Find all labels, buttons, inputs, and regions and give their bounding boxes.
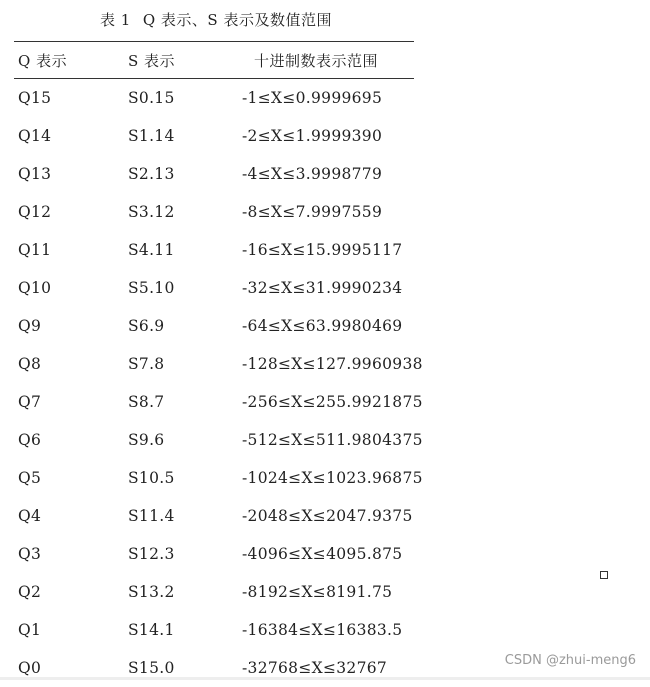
cell-q-format: Q0	[18, 659, 42, 677]
table-row	[14, 649, 414, 687]
cell-q-format: Q4	[18, 507, 42, 525]
cell-decimal-range: -16≤X≤15.9995117	[242, 241, 403, 259]
cell-decimal-range: -32≤X≤31.9990234	[242, 279, 403, 297]
data-table	[14, 41, 423, 687]
cell-s-format: S7.8	[128, 355, 165, 373]
cell-decimal-range: -256≤X≤255.9921875	[242, 393, 423, 411]
table-row	[14, 155, 414, 193]
cell-decimal-range: -64≤X≤63.9980469	[242, 317, 403, 335]
cell-s-format: S10.5	[128, 469, 175, 487]
header-decimal-range: 十进制数表示范围	[254, 51, 379, 70]
small-square-marker	[600, 571, 608, 579]
cell-q-format: Q7	[18, 393, 42, 411]
cell-decimal-range: -4≤X≤3.9998779	[242, 165, 383, 183]
table-row	[14, 79, 414, 117]
table-row	[14, 117, 414, 155]
table-row	[14, 497, 414, 535]
table-row	[14, 611, 414, 649]
cell-s-format: S0.15	[128, 89, 175, 107]
header-q-format: Q 表示	[18, 51, 68, 70]
cell-s-format: S15.0	[128, 659, 175, 677]
cell-decimal-range: -1≤X≤0.9999695	[242, 89, 383, 107]
cell-decimal-range: -8≤X≤7.9997559	[242, 203, 383, 221]
cell-s-format: S9.6	[128, 431, 165, 449]
cell-decimal-range: -4096≤X≤4095.875	[242, 545, 403, 563]
table-row	[14, 573, 414, 611]
cell-q-format: Q5	[18, 469, 42, 487]
cell-s-format: S8.7	[128, 393, 165, 411]
table-body	[14, 79, 423, 687]
cell-q-format: Q9	[18, 317, 42, 335]
cell-q-format: Q13	[18, 165, 52, 183]
cell-q-format: Q8	[18, 355, 42, 373]
table-row	[14, 345, 423, 383]
table-caption	[18, 8, 414, 32]
watermark: CSDN @zhui-meng6	[504, 653, 636, 668]
cell-s-format: S6.9	[128, 317, 165, 335]
table-row	[14, 193, 414, 231]
table-row	[14, 421, 423, 459]
cell-s-format: S2.13	[128, 165, 175, 183]
cell-q-format: Q15	[18, 89, 52, 107]
cell-decimal-range: -8192≤X≤8191.75	[242, 583, 393, 601]
cell-q-format: Q6	[18, 431, 42, 449]
cell-decimal-range: -32768≤X≤32767	[242, 659, 388, 677]
cell-q-format: Q11	[18, 241, 52, 259]
table-row	[14, 269, 414, 307]
cell-s-format: S14.1	[128, 621, 175, 639]
cell-decimal-range: -128≤X≤127.9960938	[242, 355, 423, 373]
cell-s-format: S4.11	[128, 241, 175, 259]
cell-s-format: S5.10	[128, 279, 175, 297]
cell-decimal-range: -2048≤X≤2047.9375	[242, 507, 413, 525]
cell-q-format: Q1	[18, 621, 42, 639]
cell-decimal-range: -512≤X≤511.9804375	[242, 431, 423, 449]
cell-s-format: S12.3	[128, 545, 175, 563]
cell-s-format: S1.14	[128, 127, 175, 145]
table-title: Q 表示、S 表示及数值范围	[142, 11, 332, 29]
cell-decimal-range: -16384≤X≤16383.5	[242, 621, 403, 639]
table-row	[14, 535, 414, 573]
cell-s-format: S13.2	[128, 583, 175, 601]
table-row	[14, 383, 423, 421]
cell-s-format: S3.12	[128, 203, 175, 221]
cell-q-format: Q2	[18, 583, 42, 601]
table-row	[14, 231, 414, 269]
cell-s-format: S11.4	[128, 507, 175, 525]
cell-q-format: Q12	[18, 203, 52, 221]
table-number: 表 1	[100, 11, 131, 29]
cell-q-format: Q10	[18, 279, 52, 297]
table-row	[14, 307, 414, 345]
cell-decimal-range: -2≤X≤1.9999390	[242, 127, 383, 145]
table-row	[14, 459, 423, 497]
table-header-row	[14, 42, 414, 78]
cell-q-format: Q14	[18, 127, 52, 145]
cell-decimal-range: -1024≤X≤1023.96875	[242, 469, 423, 487]
header-s-format: S 表示	[128, 51, 176, 70]
cell-q-format: Q3	[18, 545, 42, 563]
